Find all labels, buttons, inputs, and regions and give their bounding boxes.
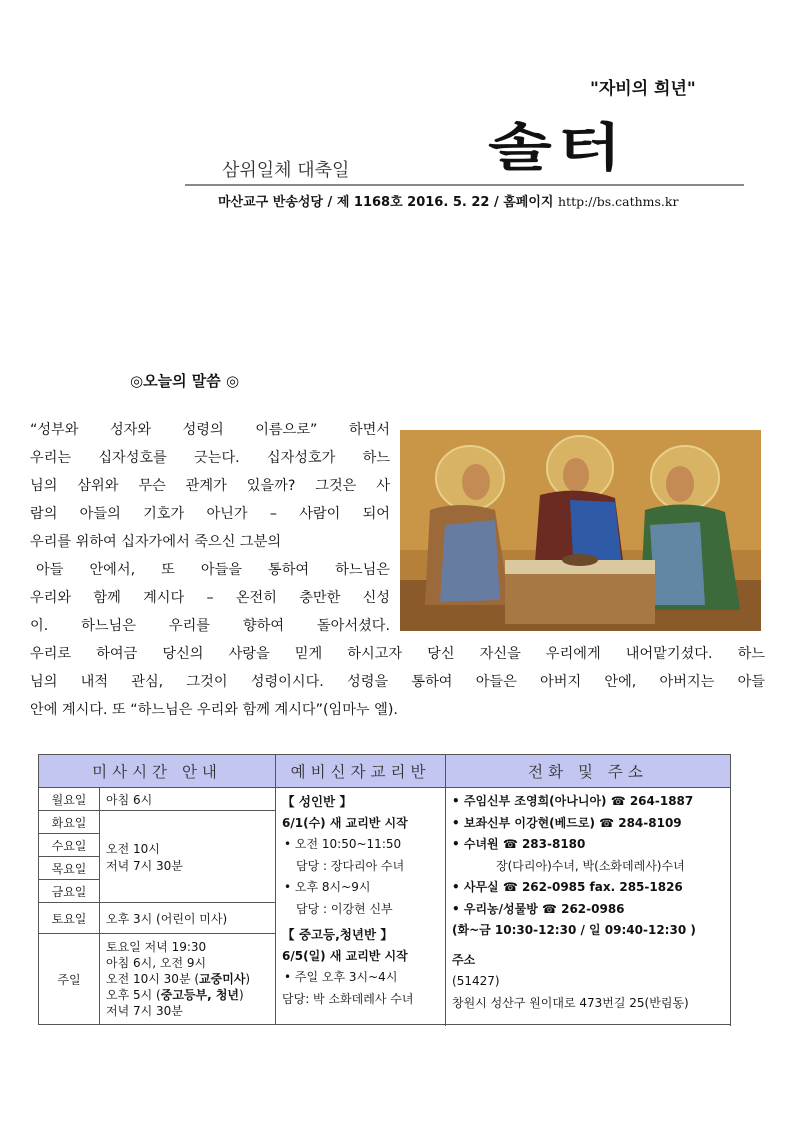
adult-class-title: 【 성인반 】: [282, 794, 352, 809]
contact-shop: • 우리농/성물방 ☎ 262-0986: [452, 901, 625, 916]
youth-class-lead: 담당: 박 소화데레사 수녀: [282, 991, 414, 1006]
meditation-line: 람의 아들의 기호가 아닌가 – 사람이 되어: [30, 506, 390, 522]
meditation-line: 이. 하느님은 우리를 향하여 돌아서셨다.: [30, 618, 390, 634]
homepage-label: / 홈페이지: [493, 195, 554, 210]
homepage-link[interactable]: http://bs.cathms.kr: [558, 194, 679, 209]
contact-convent: • 수녀원 ☎ 283-8180: [452, 837, 586, 851]
time-saturday: 오후 3시 (어린이 미사): [100, 903, 276, 934]
publication-info: [218, 191, 678, 210]
motto: "자비의 희년": [590, 79, 696, 99]
day-wednesday: 수요일: [39, 834, 100, 857]
address-label: 주소: [452, 952, 476, 967]
meditation-line: “성부와 성자와 성령의 이름으로” 하면서: [30, 422, 390, 438]
day-tuesday: 화요일: [39, 811, 100, 834]
sunday-time-5: 저녁 7시 30분: [106, 1004, 183, 1018]
sunday-time-2: 아침 6시, 오전 9시: [106, 956, 207, 970]
youth-class-title: 【 중고등,청년반 】: [282, 927, 393, 942]
day-thursday: 목요일: [39, 857, 100, 880]
meditation-text: [30, 416, 765, 724]
adult-class-am-lead: 담당 : 장다리아 수녀: [296, 858, 405, 873]
parish-name: 마산교구 반송성당: [218, 195, 323, 210]
contact-pastor: • 주임신부 조영희(아나니아) ☎ 264-1887: [452, 794, 694, 808]
sunday-time-3: 오전 10시 30분 (교중미사): [106, 972, 251, 986]
time-monday: 아침 6시: [100, 788, 276, 811]
parish-info-table: [38, 754, 731, 1025]
bulletin-logo: 솔터: [488, 116, 628, 178]
meditation-line: 님의 내적 관심, 그것이 성령이시다. 성령을 통하여 아들은 아버지 안에, 아버지는 아들: [30, 674, 765, 690]
adult-class-pm-lead: 담당 : 이강현 신부: [296, 901, 393, 916]
address: 창원시 성산구 원이대로 473번길 25(반림동): [452, 995, 689, 1010]
word-heading: ◎오늘의 말씀 ◎: [130, 372, 240, 390]
sunday-time-1: 토요일 저녁 19:30: [106, 940, 207, 954]
contact-assistant: • 보좌신부 이강현(베드로) ☎ 284-8109: [452, 815, 682, 830]
meditation-line: 안에 계시다. 또 “하느님은 우리와 함께 계시다”(임마누 엘).: [30, 702, 398, 718]
time-sunday: [100, 934, 276, 1025]
meditation-line: 우리를 위하여 십자가에서 죽으신 그분의: [30, 534, 282, 550]
day-saturday: 토요일: [39, 903, 100, 934]
contact-convent-names: 장(다리아)수녀, 박(소화데레사)수녀: [496, 858, 685, 873]
contact-office: • 사무실 ☎ 262-0985 fax. 285-1826: [452, 880, 683, 894]
issue-date: 2016. 5. 22: [407, 195, 490, 210]
meditation-line: 우리는 십자성호를 긋는다. 십자성호가 하느: [30, 450, 390, 466]
meditation-line: 님의 삼위와 무슨 관계가 있을까? 그것은 사: [30, 478, 390, 494]
meditation-line: 아들 안에서, 또 아들을 통하여 하느님은: [36, 562, 390, 578]
office-hours: (화~금 10:30-12:30 / 일 09:40-12:30 ): [452, 923, 696, 937]
contacts-cell: [446, 788, 731, 1025]
weekday-time-am: 오전 10시: [106, 841, 160, 856]
adult-class-start: 6/1(수) 새 교리반 시작: [282, 815, 408, 830]
catechism-header: 예비신자교리반: [276, 755, 446, 788]
contacts-header: 전화 및 주소: [446, 755, 731, 788]
time-weekdays: [100, 811, 276, 903]
adult-class-am: • 오전 10:50~11:50: [284, 837, 402, 851]
mass-times-header: 미사시간 안내: [39, 755, 276, 788]
sunday-time-4: 오후 5시 (중고등부, 청년): [106, 988, 244, 1002]
youth-class-time: • 주일 오후 3시~4시: [284, 970, 398, 984]
catechism-cell: [276, 788, 446, 1025]
adult-class-pm: • 오후 8시~9시: [284, 880, 371, 894]
header-divider: [185, 184, 744, 186]
day-friday: 금요일: [39, 880, 100, 903]
day-sunday: 주일: [39, 934, 100, 1025]
postcode: (51427): [452, 974, 500, 988]
meditation-line: 우리와 함께 계시다 – 온전히 충만한 신성: [30, 590, 390, 606]
feast-title: 삼위일체 대축일: [222, 160, 350, 181]
weekday-time-pm: 저녁 7시 30분: [106, 858, 183, 873]
youth-class-start: 6/5(일) 새 교리반 시작: [282, 948, 408, 963]
separator: /: [327, 195, 333, 210]
issue-number: 제 1168호: [336, 195, 403, 210]
day-monday: 월요일: [39, 788, 100, 811]
meditation-line: 우리로 하여금 당신의 사랑을 믿게 하시고자 당신 자신을 우리에게 내어맡기셨다. 하느: [30, 646, 765, 662]
